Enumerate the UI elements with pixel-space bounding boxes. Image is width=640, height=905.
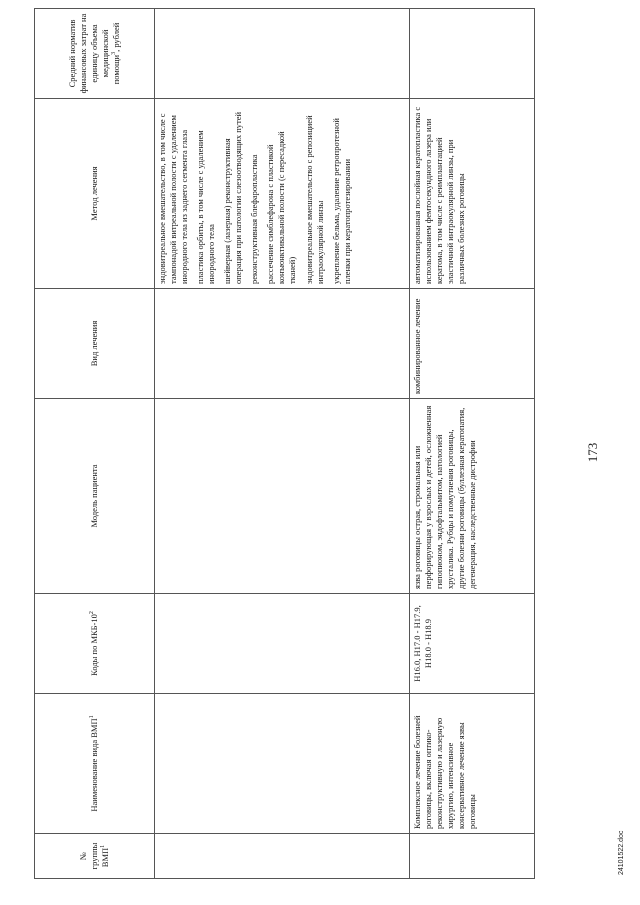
header-group: № группы ВМП$^1$ — [35, 834, 155, 879]
header-name: Наименование вида ВМП$^1$ — [35, 694, 155, 834]
method-item: эндовитреальное вмешательство с репозицией интраокулярной линзы — [303, 115, 325, 284]
header-kind: Вид лечения — [35, 289, 155, 399]
method-item: эндовитреальное вмешательство, в том числе с тампонадой витреальной полости с удалением инородного тела из заднего сегмента глаза — [157, 113, 190, 284]
cell-cost — [410, 9, 535, 99]
page-number: 173 — [585, 442, 600, 463]
cell-method: автоматизированная послойная кератопластика с использованием фемтосекундного лазера или кератома, в том числе с реимплантацией эластичной интраокулярной линзы, при различных болезнях роговицы — [410, 99, 535, 289]
document-id: 24101522.doc — [618, 830, 625, 875]
cell-codes — [155, 594, 410, 694]
cell-kind — [155, 289, 410, 399]
cell-model: язва роговицы острая, стромальная или перфорирующая у взрослых и детей, осложненная гипопионом, эндофтальмитом, патологией хрусталика. Рубцы и помутнения роговицы, другие болезни роговицы (буллезная кератопатия, дегенерация, наследственные дистрофии — [410, 399, 535, 594]
table-row — [155, 9, 410, 879]
cell-group — [410, 834, 535, 879]
table-header-row — [35, 9, 155, 879]
method-item: рассечение симблефарона с пластикой конъюнктивальной полости (с пересадкой тканей) — [265, 131, 298, 284]
cell-name — [155, 694, 410, 834]
cell-method-list — [155, 99, 410, 289]
cell-codes: H16.0, H17.0 - H17.9, H18.0 - H18.9 — [410, 594, 535, 694]
cell-group — [155, 834, 410, 879]
method-item: шейверная (лазерная) реконструктивная операция при патологии слезоотводящих путей — [222, 111, 244, 284]
cell-kind: комбинированное лечение — [410, 289, 535, 399]
header-codes: Коды по МКБ-$10^2$ — [35, 594, 155, 694]
vmp-table — [34, 8, 535, 879]
cell-name: Комплексное лечение болезней роговицы, включая оптико-реконструктивную и лазерную хирургию, интенсивное консервативное лечение язвы роговицы — [410, 694, 535, 834]
cell-model — [155, 399, 410, 594]
header-model: Модель пациента — [35, 399, 155, 594]
method-item: реконструктивная блефаропластика — [249, 154, 260, 284]
method-item: пластика орбиты, в том числе с удалением инородного тела — [195, 130, 217, 284]
header-method: Метод лечения — [35, 99, 155, 289]
table-row — [410, 9, 535, 879]
method-item: укрепление бельма, удаление ретропротезной пленки при кератопротезировании — [330, 118, 352, 284]
header-cost: Средний норматив финансовых затрат на единицу объема медицинской помощи$^3$, рублей — [35, 9, 155, 99]
cell-cost — [155, 9, 410, 99]
